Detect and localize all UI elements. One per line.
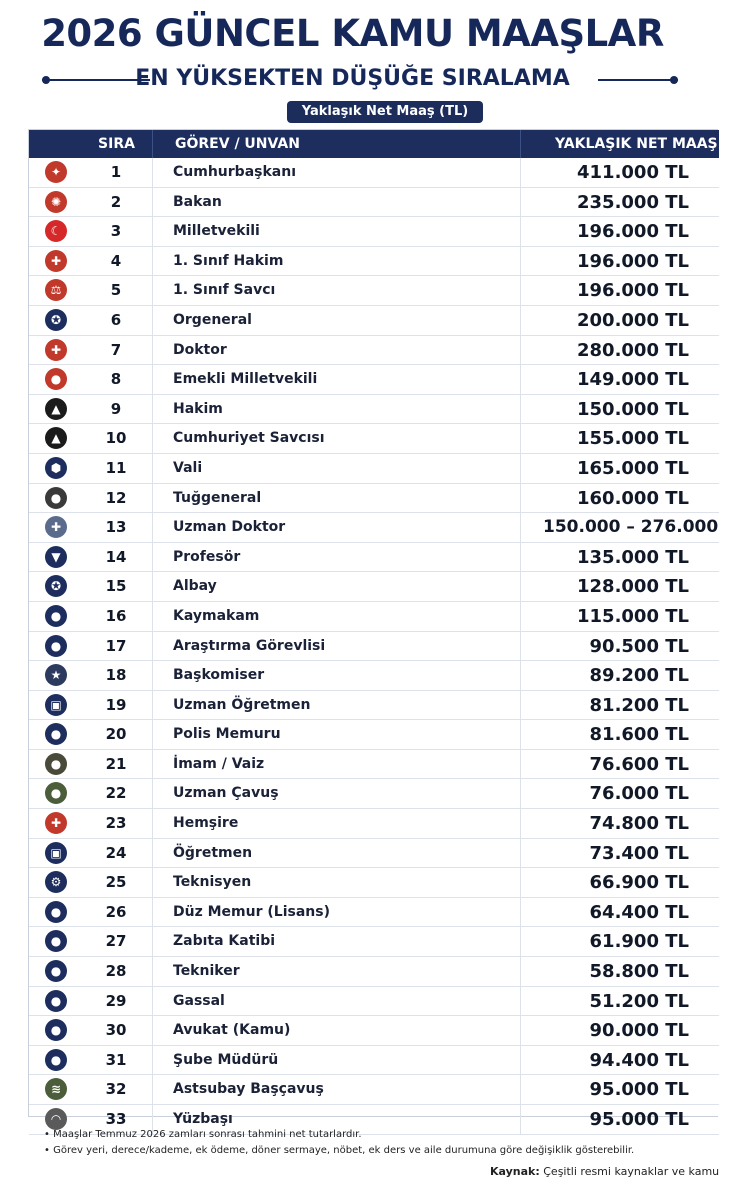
salary-cell: 90.000 TL	[520, 1016, 719, 1045]
manager-icon: ●	[45, 1049, 67, 1071]
table-row	[29, 720, 719, 750]
title-cell: Albay	[152, 572, 520, 601]
scales-icon: ⚖	[45, 279, 67, 301]
rank-cell: 29	[105, 991, 127, 1010]
technician-icon: ●	[45, 960, 67, 982]
rank-cell: 18	[105, 666, 127, 685]
salary-cell: 66.900 TL	[520, 868, 719, 897]
title-cell: Şube Müdürü	[152, 1046, 520, 1075]
title-cell: Tekniker	[152, 957, 520, 986]
salary-cell: 58.800 TL	[520, 957, 719, 986]
salary-cell: 150.000 TL	[520, 395, 719, 424]
table-row	[29, 484, 719, 514]
rank-cell: 10	[105, 429, 127, 448]
captain-cap-icon: ◠	[45, 1108, 67, 1130]
salary-cell: 89.200 TL	[520, 661, 719, 690]
title-cell: Teknisyen	[152, 868, 520, 897]
salary-cell: 280.000 TL	[520, 336, 719, 365]
title-cell: Düz Memur (Lisans)	[152, 898, 520, 927]
subtitle-row	[0, 62, 705, 96]
salary-cell: 149.000 TL	[520, 365, 719, 394]
rank-cell: 17	[105, 636, 127, 655]
salary-cell: 150.000 – 276.000	[520, 513, 719, 542]
table-row	[29, 602, 719, 632]
footnote: • Görev yeri, derece/kademe, ek ödeme, döner sermaye, nöbet, ek ders ve aile durumuna göre değişiklik gösterebilir.	[44, 1145, 635, 1156]
ministry-seal-icon: ✺	[45, 191, 67, 213]
column-header-rank: SIRA	[98, 136, 135, 152]
title-cell: İmam / Vaiz	[152, 750, 520, 779]
table-header	[29, 130, 719, 158]
graduation-cap-icon: ▼	[45, 546, 67, 568]
rank-cell: 11	[105, 458, 127, 477]
salary-cell: 196.000 TL	[520, 247, 719, 276]
gear-icon: ⚙	[45, 871, 67, 893]
table-row	[29, 365, 719, 395]
doctor-icon: ✚	[45, 339, 67, 361]
governor-badge-icon: ⬢	[45, 457, 67, 479]
rank-cell: 28	[105, 962, 127, 981]
title-cell: Uzman Çavuş	[152, 779, 520, 808]
table-row	[29, 1016, 719, 1046]
table-row	[29, 632, 719, 662]
title-cell: 1. Sınıf Savcı	[152, 276, 520, 305]
official-person-icon: ●	[45, 605, 67, 627]
rank-cell: 7	[110, 340, 122, 359]
title-cell: Başkomiser	[152, 661, 520, 690]
salary-cell: 135.000 TL	[520, 543, 719, 572]
title-cell: Hemşire	[152, 809, 520, 838]
page-subtitle: EN YÜKSEKTEN DÜŞÜĞE SIRALAMA	[135, 66, 570, 91]
table-row	[29, 898, 719, 928]
table-row	[29, 839, 719, 869]
title-cell: Astsubay Başçavuş	[152, 1075, 520, 1104]
title-cell: Cumhurbaşkanı	[152, 158, 520, 187]
salary-cell: 115.000 TL	[520, 602, 719, 631]
rank-cell: 31	[105, 1050, 127, 1069]
footnotes	[44, 1127, 684, 1159]
salary-cell: 74.800 TL	[520, 809, 719, 838]
salary-cell: 73.400 TL	[520, 839, 719, 868]
table-row	[29, 957, 719, 987]
table-row	[29, 987, 719, 1017]
rank-cell: 27	[105, 932, 127, 951]
rank-cell: 26	[105, 902, 127, 921]
judge-emblem-icon: ✚	[45, 250, 67, 272]
municipal-officer-icon: ●	[45, 930, 67, 952]
salary-cell: 200.000 TL	[520, 306, 719, 335]
rank-cell: 23	[105, 814, 127, 833]
title-cell: Avukat (Kamu)	[152, 1016, 520, 1045]
title-cell: Uzman Öğretmen	[152, 691, 520, 720]
lawyer-icon: ●	[45, 1019, 67, 1041]
rank-cell: 30	[105, 1021, 127, 1040]
table-row	[29, 779, 719, 809]
table-row	[29, 395, 719, 425]
column-header-salary: YAKLAŞIK NET MAAŞ	[520, 130, 730, 158]
teacher-board-icon: ▣	[45, 694, 67, 716]
title-cell: Tuğgeneral	[152, 484, 520, 513]
salary-cell: 160.000 TL	[520, 484, 719, 513]
salary-cell: 81.600 TL	[520, 720, 719, 749]
rank-cell: 33	[105, 1110, 127, 1128]
title-cell: Uzman Doktor	[152, 513, 520, 542]
retired-deputy-icon: ●	[45, 368, 67, 390]
rank-cell: 21	[105, 754, 127, 773]
table-row	[29, 572, 719, 602]
title-cell: Zabıta Katibi	[152, 927, 520, 956]
salary-cell: 95.000 TL	[520, 1075, 719, 1104]
table-row	[29, 247, 719, 277]
table-row	[29, 217, 719, 247]
clerk-icon: ●	[45, 901, 67, 923]
title-cell: Emekli Milletvekili	[152, 365, 520, 394]
salary-cell: 128.000 TL	[520, 572, 719, 601]
sergeant-chevron-icon: ≋	[45, 1078, 67, 1100]
title-cell: Profesör	[152, 543, 520, 572]
general-icon: ●	[45, 487, 67, 509]
title-cell: Gassal	[152, 987, 520, 1016]
title-cell: Orgeneral	[152, 306, 520, 335]
title-cell: Vali	[152, 454, 520, 483]
table-body	[29, 158, 719, 1135]
footnote: • Maaşlar Temmuz 2026 zamları sonrası tahmini net tutarlardır.	[44, 1129, 362, 1140]
title-cell: 1. Sınıf Hakim	[152, 247, 520, 276]
judge-robe-icon: ▲	[45, 398, 67, 420]
source-label: Kaynak:	[490, 1165, 540, 1178]
table-row	[29, 424, 719, 454]
table-row	[29, 1075, 719, 1105]
imam-icon: ●	[45, 753, 67, 775]
rank-cell: 20	[105, 725, 127, 744]
title-cell: Öğretmen	[152, 839, 520, 868]
salary-cell: 61.900 TL	[520, 927, 719, 956]
table-row	[29, 750, 719, 780]
title-cell: Hakim	[152, 395, 520, 424]
salary-cell: 411.000 TL	[520, 158, 719, 187]
table-row	[29, 543, 719, 573]
rank-cell: 24	[105, 843, 127, 862]
rank-cell: 1	[110, 163, 122, 181]
rank-cell: 6	[110, 310, 122, 329]
title-cell: Bakan	[152, 188, 520, 217]
police-officer-icon: ●	[45, 723, 67, 745]
title-cell: Milletvekili	[152, 217, 520, 246]
table-row	[29, 691, 719, 721]
title-cell: Kaymakam	[152, 602, 520, 631]
rank-cell: 2	[110, 192, 122, 211]
rank-cell: 15	[105, 577, 127, 596]
rank-cell: 14	[105, 547, 127, 566]
rank-cell: 25	[105, 873, 127, 892]
salary-cell: 64.400 TL	[520, 898, 719, 927]
title-cell: Polis Memuru	[152, 720, 520, 749]
colonel-badge-icon: ✪	[45, 575, 67, 597]
salary-cell: 76.600 TL	[520, 750, 719, 779]
title-cell: Cumhuriyet Savcısı	[152, 424, 520, 453]
rank-cell: 13	[105, 518, 127, 537]
column-header-title: GÖREV / UNVAN	[152, 130, 520, 158]
table-row	[29, 1046, 719, 1076]
table-row	[29, 306, 719, 336]
rank-cell: 8	[110, 370, 122, 389]
source-line	[490, 1165, 720, 1178]
table-row	[29, 158, 719, 188]
salary-cell: 95.000 TL	[520, 1105, 719, 1134]
table-row	[29, 276, 719, 306]
table-row	[29, 454, 719, 484]
page-title: 2026 GÜNCEL KAMU MAAŞLAR	[41, 12, 664, 55]
title-cell: Yüzbaşı	[152, 1105, 520, 1134]
salary-cell: 235.000 TL	[520, 188, 719, 217]
table-row	[29, 809, 719, 839]
rank-cell: 32	[105, 1080, 127, 1099]
right-divider	[598, 79, 678, 81]
salary-cell: 90.500 TL	[520, 632, 719, 661]
rank-cell: 22	[105, 784, 127, 803]
salary-cell: 196.000 TL	[520, 217, 719, 246]
turkish-flag-icon: ☾	[45, 220, 67, 242]
person-icon: ●	[45, 990, 67, 1012]
salary-cell: 94.400 TL	[520, 1046, 719, 1075]
salary-cell: 165.000 TL	[520, 454, 719, 483]
source-text: Çeşitli resmi kaynaklar ve kamu	[543, 1165, 720, 1178]
rank-cell: 3	[110, 222, 122, 241]
salary-cell: 51.200 TL	[520, 987, 719, 1016]
table-row	[29, 661, 719, 691]
table-row	[29, 927, 719, 957]
rank-cell: 4	[110, 251, 122, 270]
police-badge-icon: ★	[45, 664, 67, 686]
presidential-seal-icon: ✦	[45, 161, 67, 183]
specialist-doctor-icon: ✚	[45, 516, 67, 538]
salary-unit-badge: Yaklaşık Net Maaş (TL)	[287, 101, 483, 123]
soldier-icon: ●	[45, 782, 67, 804]
title-cell: Araştırma Görevlisi	[152, 632, 520, 661]
table-row	[29, 513, 719, 543]
rank-cell: 12	[105, 488, 127, 507]
military-badge-icon: ✪	[45, 309, 67, 331]
table-row	[29, 188, 719, 218]
salary-cell: 76.000 TL	[520, 779, 719, 808]
teacher-icon: ▣	[45, 842, 67, 864]
rank-cell: 9	[110, 399, 122, 418]
salary-cell: 81.200 TL	[520, 691, 719, 720]
prosecutor-robe-icon: ▲	[45, 427, 67, 449]
table-row	[29, 336, 719, 366]
title-cell: Doktor	[152, 336, 520, 365]
nurse-icon: ✚	[45, 812, 67, 834]
salary-cell: 196.000 TL	[520, 276, 719, 305]
rank-cell: 16	[105, 606, 127, 625]
researcher-icon: ●	[45, 635, 67, 657]
salary-table	[28, 129, 719, 1130]
table-row	[29, 868, 719, 898]
rank-cell: 5	[110, 281, 122, 300]
salary-cell: 155.000 TL	[520, 424, 719, 453]
rank-cell: 19	[105, 695, 127, 714]
